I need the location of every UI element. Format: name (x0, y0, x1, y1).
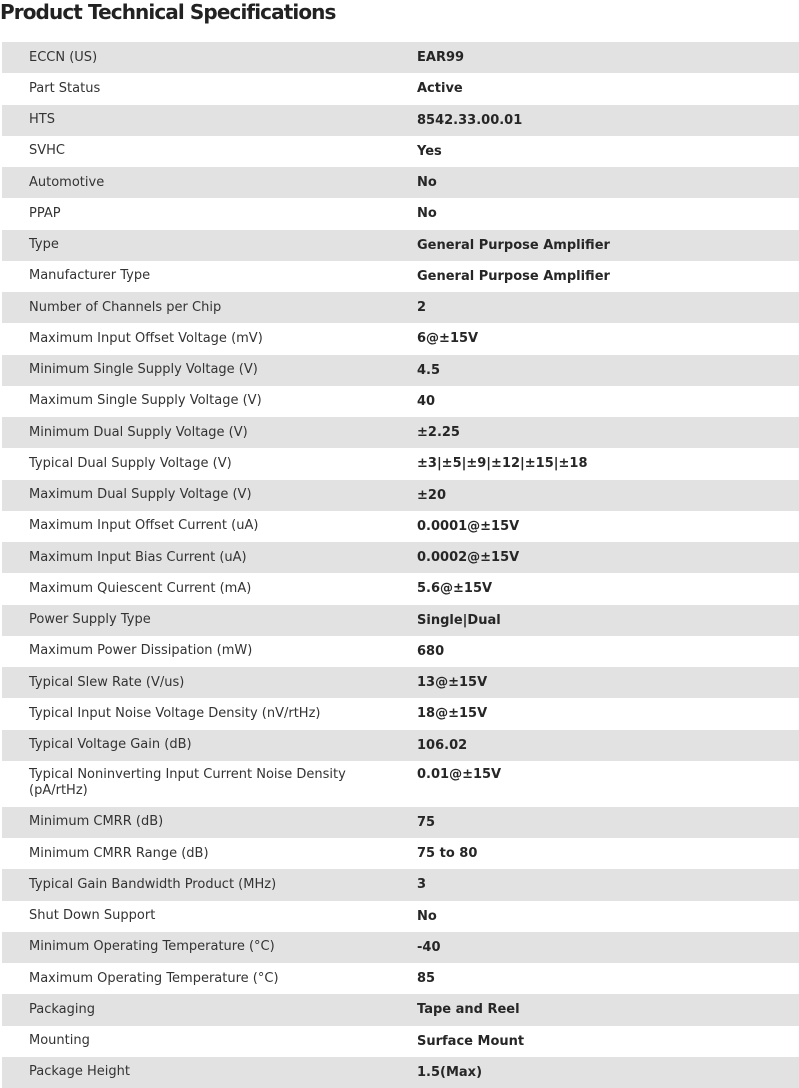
spec-value: 8542.33.00.01 (390, 105, 799, 136)
spec-value: 18@±15V (390, 698, 799, 729)
spec-row (2, 73, 799, 104)
spec-value: 0.01@±15V (390, 761, 799, 807)
spec-name: Minimum CMRR (dB) (2, 807, 390, 838)
spec-row (2, 136, 799, 167)
spec-row (2, 542, 799, 573)
spec-value: No (390, 198, 799, 229)
spec-row (2, 869, 799, 900)
spec-name: Maximum Input Offset Current (uA) (2, 511, 390, 542)
spec-value: General Purpose Amplifier (390, 261, 799, 292)
spec-name: Minimum Operating Temperature (°C) (2, 932, 390, 963)
spec-name: Type (2, 230, 390, 261)
spec-name: Typical Slew Rate (V/us) (2, 667, 390, 698)
spec-value: -40 (390, 932, 799, 963)
spec-name: Maximum Power Dissipation (mW) (2, 636, 390, 667)
spec-row (2, 636, 799, 667)
spec-row (2, 667, 799, 698)
spec-name: Number of Channels per Chip (2, 292, 390, 323)
spec-value: 5.6@±15V (390, 573, 799, 604)
spec-value: General Purpose Amplifier (390, 230, 799, 261)
spec-value: 0.0001@±15V (390, 511, 799, 542)
spec-row (2, 511, 799, 542)
spec-value: 13@±15V (390, 667, 799, 698)
spec-name: Minimum Dual Supply Voltage (V) (2, 417, 390, 448)
spec-row (2, 901, 799, 932)
spec-value: 6@±15V (390, 323, 799, 354)
spec-name: Maximum Quiescent Current (mA) (2, 573, 390, 604)
spec-row (2, 105, 799, 136)
spec-value: ±3|±5|±9|±12|±15|±18 (390, 448, 799, 479)
spec-row (2, 1026, 799, 1057)
spec-value: 2 (390, 292, 799, 323)
spec-value: 680 (390, 636, 799, 667)
spec-value: Single|Dual (390, 605, 799, 636)
spec-row (2, 42, 799, 73)
spec-row (2, 605, 799, 636)
spec-name: Maximum Dual Supply Voltage (V) (2, 480, 390, 511)
spec-value: Tape and Reel (390, 994, 799, 1025)
spec-name: Typical Voltage Gain (dB) (2, 730, 390, 761)
spec-row (2, 292, 799, 323)
spec-value: 85 (390, 963, 799, 994)
spec-name: PPAP (2, 198, 390, 229)
spec-row (2, 932, 799, 963)
spec-value: 40 (390, 386, 799, 417)
spec-row (2, 1057, 799, 1088)
spec-name: Typical Dual Supply Voltage (V) (2, 448, 390, 479)
spec-name: Maximum Single Supply Voltage (V) (2, 386, 390, 417)
spec-name: Minimum Single Supply Voltage (V) (2, 355, 390, 386)
spec-name: Mounting (2, 1026, 390, 1057)
spec-name: HTS (2, 105, 390, 136)
spec-value: ±2.25 (390, 417, 799, 448)
spec-row (2, 167, 799, 198)
spec-name: Typical Input Noise Voltage Density (nV/rtHz) (2, 698, 390, 729)
spec-name: Package Height (2, 1057, 390, 1088)
spec-name: Part Status (2, 73, 390, 104)
spec-value: 75 (390, 807, 799, 838)
spec-name: Maximum Input Offset Voltage (mV) (2, 323, 390, 354)
spec-value: 75 to 80 (390, 838, 799, 869)
spec-row (2, 730, 799, 761)
spec-row (2, 573, 799, 604)
spec-row (2, 386, 799, 417)
spec-row (2, 261, 799, 292)
spec-value: Active (390, 73, 799, 104)
spec-value: 0.0002@±15V (390, 542, 799, 573)
spec-table-body (2, 42, 799, 1088)
spec-row (2, 994, 799, 1025)
spec-name: Packaging (2, 994, 390, 1025)
spec-name: Automotive (2, 167, 390, 198)
spec-name: SVHC (2, 136, 390, 167)
spec-name: ECCN (US) (2, 42, 390, 73)
spec-value: EAR99 (390, 42, 799, 73)
spec-row (2, 323, 799, 354)
spec-row (2, 963, 799, 994)
spec-name: Manufacturer Type (2, 261, 390, 292)
spec-table (2, 42, 799, 1088)
spec-row (2, 480, 799, 511)
spec-name: Maximum Operating Temperature (°C) (2, 963, 390, 994)
spec-row (2, 448, 799, 479)
spec-value: 1.5(Max) (390, 1057, 799, 1088)
spec-row (2, 198, 799, 229)
spec-row (2, 230, 799, 261)
page-title: Product Technical Specifications (0, 0, 336, 24)
spec-row (2, 355, 799, 386)
spec-value: 4.5 (390, 355, 799, 386)
spec-value: Yes (390, 136, 799, 167)
spec-value: 3 (390, 869, 799, 900)
spec-value: No (390, 901, 799, 932)
spec-value: 106.02 (390, 730, 799, 761)
spec-row (2, 838, 799, 869)
spec-value: No (390, 167, 799, 198)
spec-row (2, 761, 799, 807)
spec-name: Maximum Input Bias Current (uA) (2, 542, 390, 573)
spec-row (2, 698, 799, 729)
spec-value: Surface Mount (390, 1026, 799, 1057)
spec-name: Shut Down Support (2, 901, 390, 932)
spec-name: Minimum CMRR Range (dB) (2, 838, 390, 869)
spec-row (2, 417, 799, 448)
spec-row (2, 807, 799, 838)
spec-value: ±20 (390, 480, 799, 511)
spec-name: Typical Noninverting Input Current Noise Density (pA/rtHz) (2, 761, 390, 807)
spec-name: Typical Gain Bandwidth Product (MHz) (2, 869, 390, 900)
spec-name: Power Supply Type (2, 605, 390, 636)
